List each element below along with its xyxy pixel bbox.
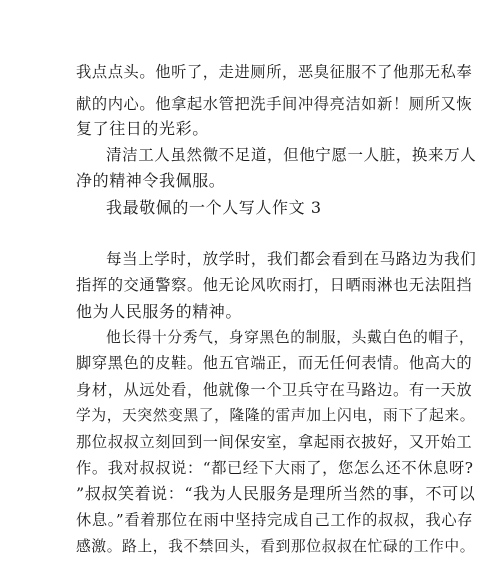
- paragraph-line: 献的内心。他拿起水管把洗手间冲得亮洁如新！厕所又恢: [76, 95, 473, 113]
- paragraph-line: 我点点头。他听了，走进厕所，恶臭征服不了他那无私奉: [76, 63, 473, 81]
- paragraph-line: 作。我对叔叔说：“都已经下大雨了，您怎么还不休息呀?: [76, 459, 474, 477]
- paragraph-line: 每当上学时，放学时，我们都会看到在马路边为我们: [106, 250, 477, 268]
- paragraph-line: 复了往日的光彩。: [76, 119, 209, 138]
- paragraph-line: 感激。路上，我不禁回头，看到那位叔叔在忙碌的工作中。: [76, 538, 476, 555]
- paragraph-line: 净的精神令我佩服。: [76, 171, 226, 190]
- article-title: 我最敬佩的一个人写人作文 3: [106, 198, 322, 217]
- paragraph-line: 清洁工人虽然微不足道，但他宁愿一人脏，换来万人: [106, 146, 477, 164]
- paragraph-line: ”叔叔笑着说：“我为人民服务是理所当然的事，不可以: [76, 484, 476, 503]
- paragraph-line: 他长得十分秀气，身穿黑色的制服，头戴白色的帽子，: [106, 329, 475, 346]
- paragraph-line: 休息。”看着那位在雨中坚持完成自己工作的叔叔，我心存: [76, 511, 474, 529]
- paragraph-line: 脚穿黑色的皮鞋。他五官端正，而无任何表情。他高大的: [76, 354, 473, 372]
- paragraph-line: 那位叔叔立刻回到一间保安室，拿起雨衣披好，又开始工: [76, 433, 473, 451]
- paragraph-line: 学为，天突然变黑了，隆隆的雷声加上闪电，雨下了起来。: [76, 407, 476, 424]
- paragraph-line: 他为人民服务的精神。: [76, 302, 243, 321]
- paragraph-line: 身材，从远处看，他就像一个卫兵守在马路边。有一天放: [76, 381, 473, 399]
- paragraph-line: 指挥的交通警察。他无论风吹雨打，日晒雨淋也无法阻挡: [76, 276, 473, 294]
